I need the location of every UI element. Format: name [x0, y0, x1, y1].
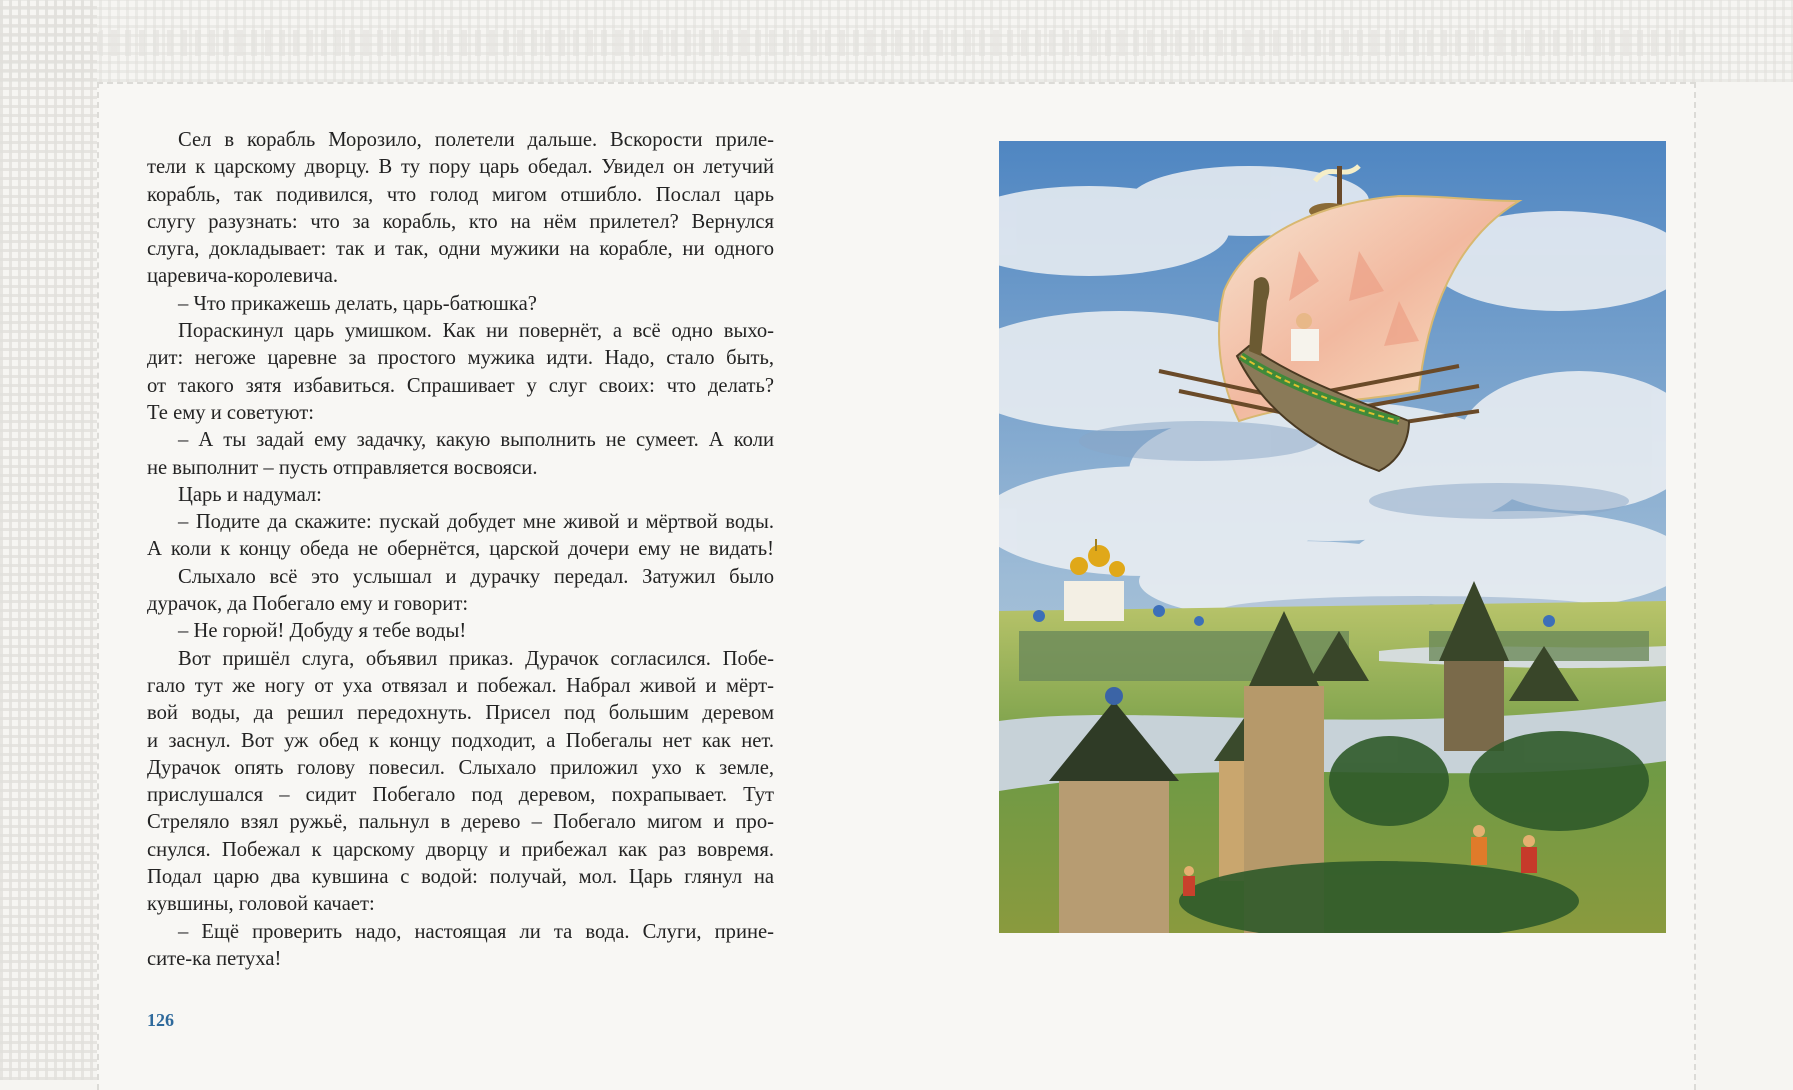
text-line: – Что прикажешь делать, царь-батюшка?: [178, 292, 537, 315]
text-line: тели к царскому дворцу. В ту пору царь обедал. Увидел он летучий: [147, 156, 774, 179]
text-line: корабль, так подивился, что голод мигом отшибло. Послал царь: [147, 183, 774, 206]
text-line: дурачок, да Побегало ему и говорит:: [147, 593, 469, 616]
text-line: Царь и надумал:: [178, 483, 322, 506]
text-line: Стреляло взял ружьё, пальнул в дерево – Побегало мигом и про-: [147, 811, 774, 834]
text-line: Пораскинул царь умишком. Как ни повернёт, а всё одно выхо-: [178, 320, 774, 343]
flying-ship-illustration: [999, 141, 1666, 933]
text-line: слуга, докладывает: так и так, одни мужики на корабле, ни одного: [147, 238, 774, 261]
text-line: от такого зятя избавиться. Спрашивает у слуг своих: что делать?: [147, 374, 774, 397]
text-line: гало тут же ногу от уха отвязал и побежал. Набрал живой и мёрт-: [147, 674, 774, 697]
text-line: Те ему и советуют:: [147, 401, 314, 424]
story-text: [147, 127, 774, 973]
text-line: – А ты задай ему задачку, какую выполнить не сумеет. А коли: [178, 429, 774, 452]
text-line: дит: негоже царевне за простого мужика идти. Надо, стало быть,: [147, 347, 774, 370]
text-line: Слыхало всё это услышал и дурачку передал. Затужил было: [178, 565, 774, 588]
text-line: – Не горюй! Добуду я тебе воды!: [178, 620, 467, 643]
text-line: – Ещё проверить надо, настоящая ли та вода. Слуги, прине-: [178, 920, 774, 943]
ornamental-band: [97, 30, 1696, 56]
text-line: вой воды, да решил передохнуть. Присел под большим деревом: [147, 702, 774, 725]
text-line: царевича-королевича.: [147, 265, 339, 288]
text-line: не выполнит – пусть отправляется восвояси.: [147, 456, 538, 479]
text-line: А коли к концу обеда не обернётся, царской дочери ему не видать!: [147, 538, 774, 561]
text-line: – Подите да скажите: пускай добудет мне живой и мёртвой воды.: [178, 511, 774, 534]
text-line: Вот пришёл слуга, объявил приказ. Дурачок согласился. Побе-: [178, 647, 774, 670]
text-line: Сел в корабль Морозило, полетели дальше. Вскорости приле-: [178, 129, 774, 151]
page-number: 126: [147, 1010, 174, 1030]
text-line: слугу разузнать: что за корабль, кто на нём прилетел? Вернулся: [147, 210, 774, 233]
text-line: Подал царю два кувшина с водой: получай, мол. Царь глянул на: [147, 866, 774, 889]
text-line: прислушался – сидит Побегало под деревом, похрапывает. Тут: [147, 784, 774, 807]
text-line: и заснул. Вот уж обед к концу подходит, а Побегалы нет как нет.: [147, 729, 774, 752]
text-line: снулся. Побежал к царскому дворцу и прибежал как раз вовремя.: [147, 838, 774, 861]
ornamental-border-right: [0, 0, 97, 1080]
text-line: кувшины, головой качает:: [147, 893, 375, 916]
text-line: сите-ка петуха!: [147, 947, 282, 970]
text-line: Дурачок опять голову повесил. Слыхало приложил ухо к земле,: [147, 756, 774, 779]
